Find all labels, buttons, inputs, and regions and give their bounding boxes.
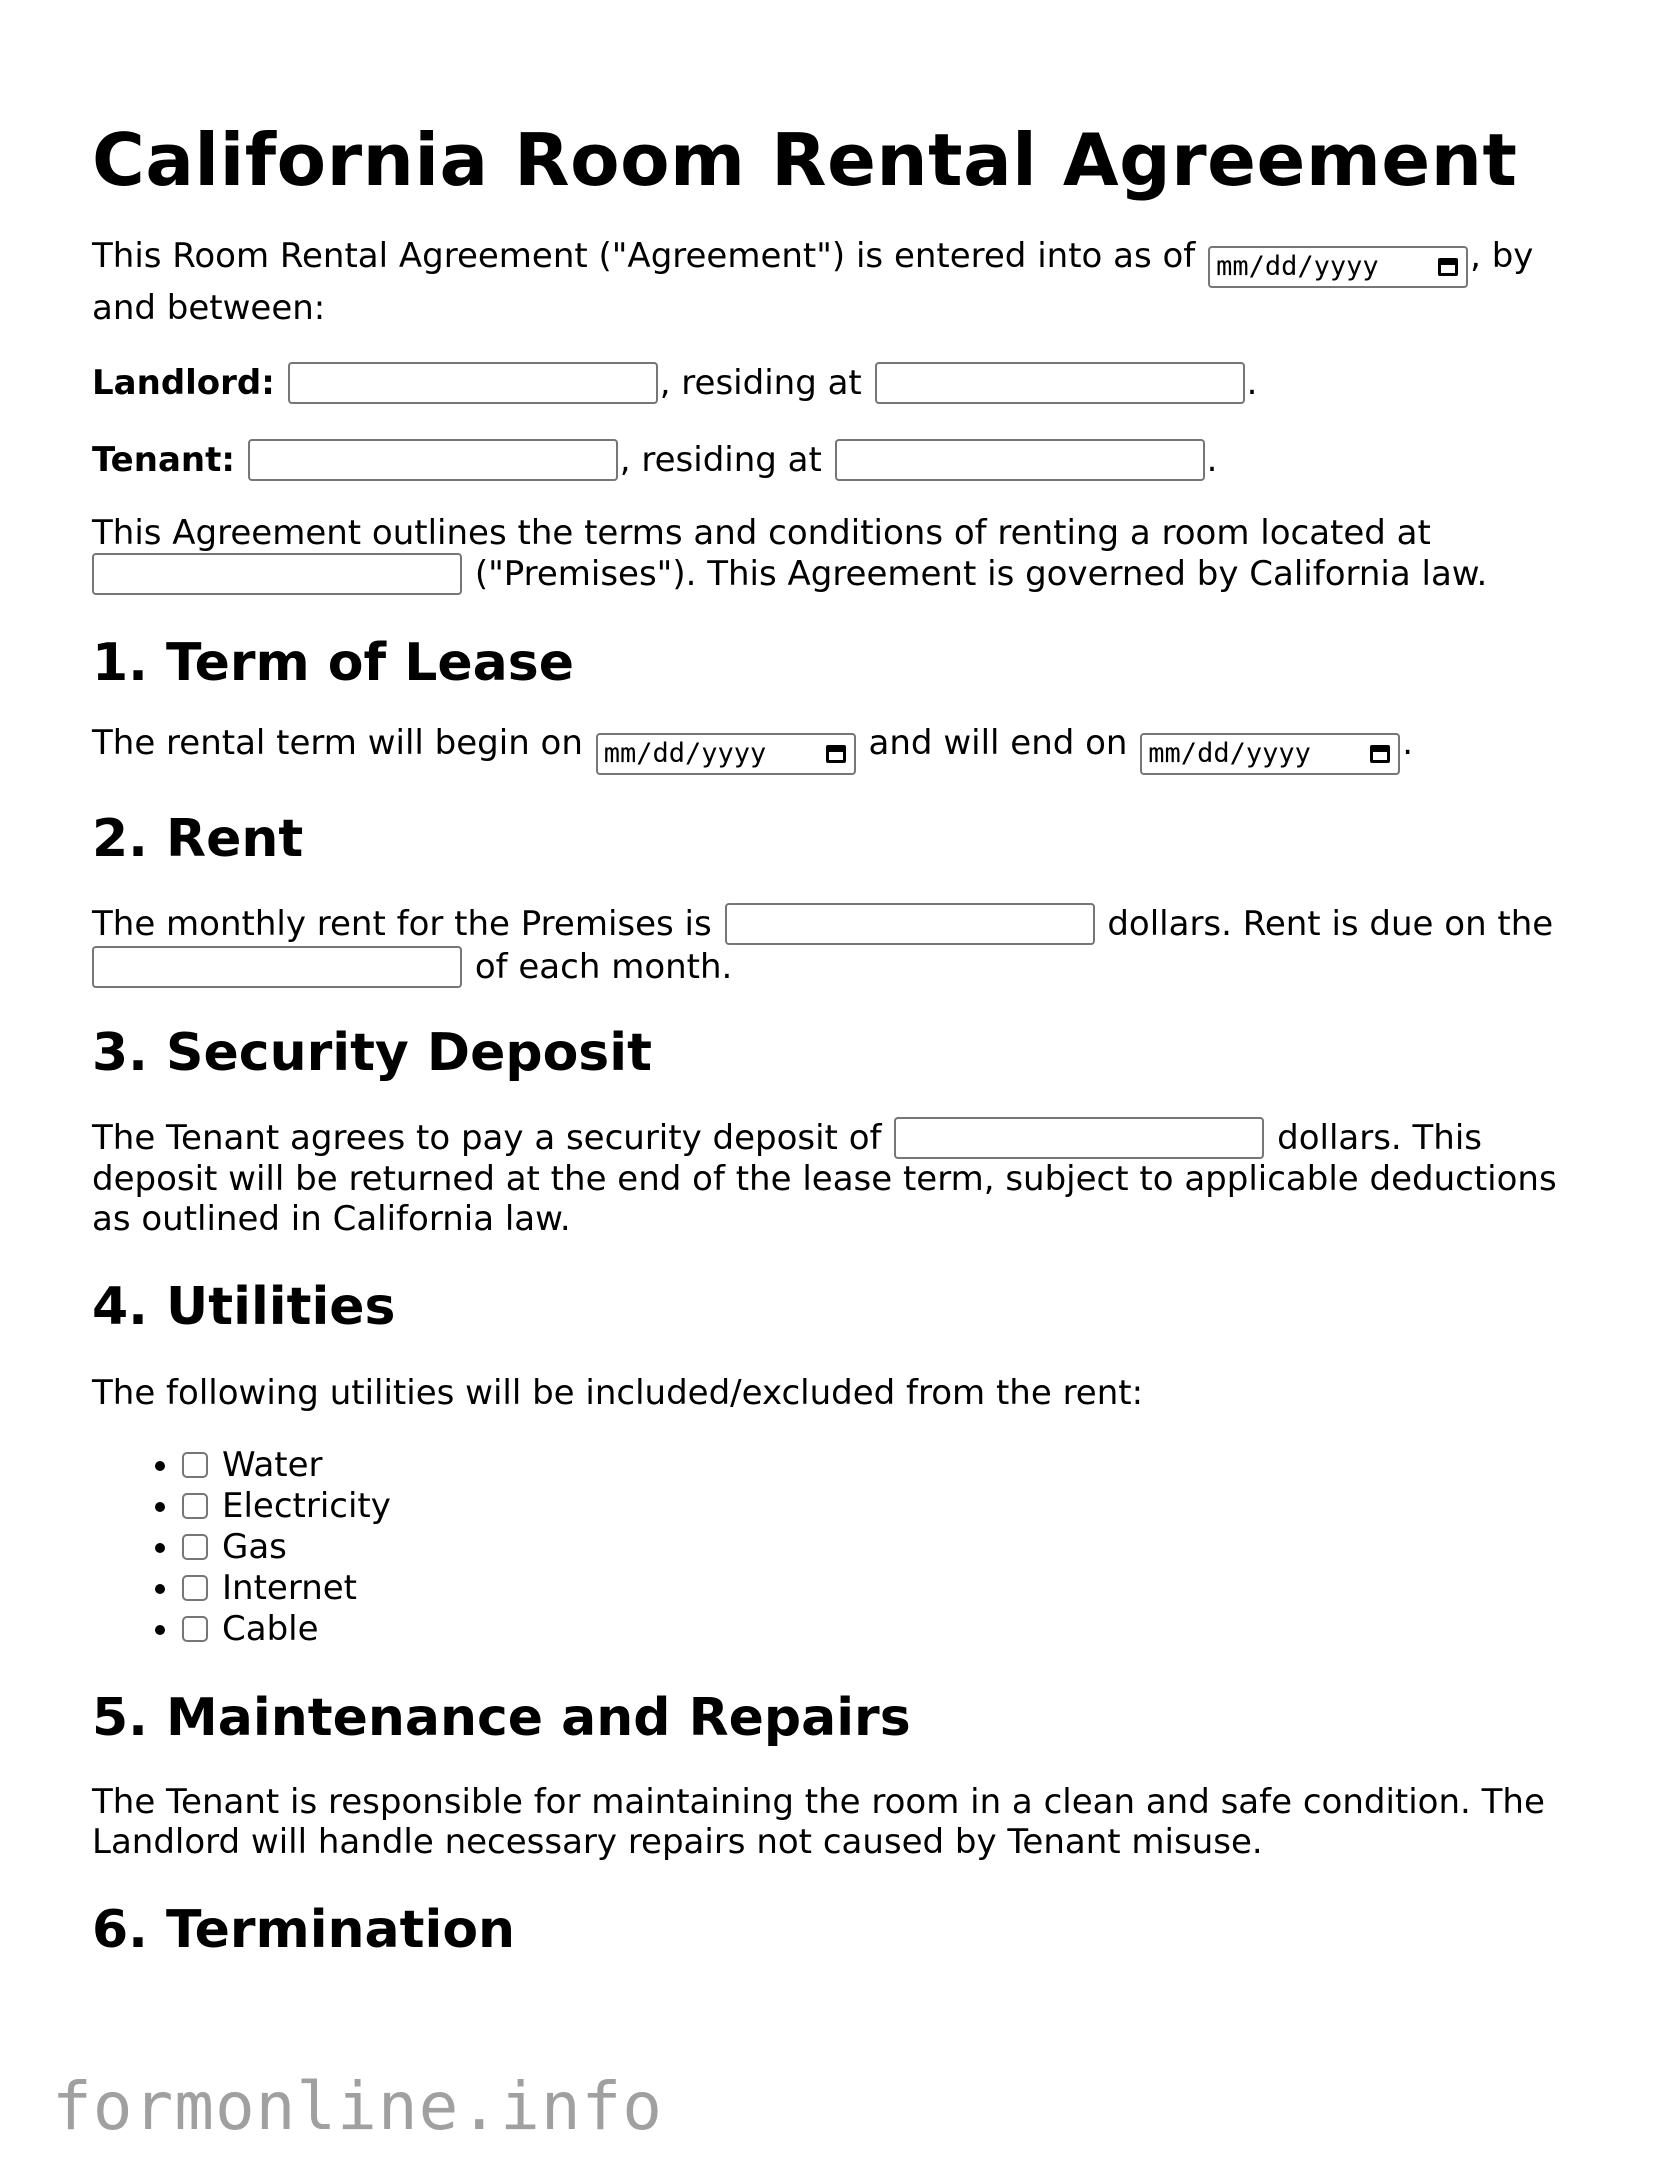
tenant-address-input[interactable] [835, 439, 1205, 481]
watermark: formonline.info [52, 2068, 664, 2145]
gas-checkbox[interactable] [182, 1534, 208, 1560]
landlord-label: Landlord: [92, 363, 275, 403]
maintenance-paragraph: The Tenant is responsible for maintaining the room in a clean and safe condition. The Landlord will handle necessary repairs not caused by Tenant misuse. [92, 1782, 1545, 1862]
term-text: The rental term will begin on [92, 723, 583, 763]
utility-label: Internet [222, 1568, 358, 1608]
landlord-line-end: . [1246, 363, 1258, 403]
electricity-checkbox[interactable] [182, 1493, 208, 1519]
term-end-placeholder: mm/dd/yyyy [1148, 738, 1311, 769]
rental-agreement-form [92, 0, 1592, 1960]
premises-paragraph [92, 513, 1592, 595]
agreement-date-placeholder: mm/dd/yyyy [1216, 251, 1379, 282]
monthly-rent-input[interactable] [725, 903, 1095, 945]
utility-label: Electricity [222, 1486, 391, 1526]
list-item [182, 1568, 1592, 1609]
tenant-name-input[interactable] [248, 439, 618, 481]
page-title: California Room Rental Agreement [92, 118, 1518, 202]
tenant-label: Tenant: [92, 440, 235, 480]
water-checkbox[interactable] [182, 1452, 208, 1478]
rent-text-middle: dollars. Rent is due on the [1107, 904, 1554, 944]
rent-due-day-input[interactable] [92, 946, 462, 988]
internet-checkbox[interactable] [182, 1575, 208, 1601]
section-heading-termination: 6. Termination [92, 1900, 516, 1960]
cable-checkbox[interactable] [182, 1616, 208, 1642]
calendar-icon[interactable] [1370, 745, 1390, 763]
deposit-paragraph [92, 1117, 1592, 1239]
section-heading-utilities: 4. Utilities [92, 1277, 396, 1337]
landlord-name-input[interactable] [288, 362, 658, 404]
term-start-placeholder: mm/dd/yyyy [603, 738, 767, 769]
term-paragraph [92, 723, 1592, 775]
list-item [182, 1527, 1592, 1568]
term-end-date-input[interactable] [1140, 733, 1400, 775]
calendar-icon[interactable] [826, 745, 846, 763]
utility-label: Cable [222, 1609, 319, 1649]
section-heading-maintenance: 5. Maintenance and Repairs [92, 1688, 911, 1748]
list-item [182, 1486, 1592, 1527]
section-heading-deposit: 3. Security Deposit [92, 1023, 652, 1083]
term-text-middle: and will end on [868, 723, 1128, 763]
section-heading-rent: 2. Rent [92, 809, 304, 869]
rent-text: The monthly rent for the Premises is [92, 904, 712, 944]
utilities-list [92, 1445, 1592, 1650]
intro-text: This Room Rental Agreement ("Agreement") is entered into as of [92, 236, 1196, 276]
intro-paragraph [92, 236, 1592, 328]
landlord-address-input[interactable] [875, 362, 1245, 404]
agreement-date-input[interactable] [1208, 246, 1468, 288]
list-item [182, 1609, 1592, 1650]
premises-text: This Agreement outlines the terms and conditions of renting a room located at [92, 513, 1431, 553]
section-heading-term: 1. Term of Lease [92, 633, 574, 693]
landlord-line [92, 362, 1592, 404]
landlord-residing-text: , residing at [659, 363, 862, 403]
premises-text-after: ("Premises"). This Agreement is governed by California law. [474, 554, 1488, 594]
premises-address-input[interactable] [92, 553, 462, 595]
utility-label: Gas [222, 1527, 287, 1567]
utility-label: Water [222, 1445, 323, 1485]
tenant-line-end: . [1206, 440, 1218, 480]
security-deposit-input[interactable] [894, 1117, 1264, 1159]
tenant-line [92, 439, 1592, 481]
intro-text-after: , by and between: [92, 236, 1534, 328]
list-item [182, 1445, 1592, 1486]
rent-paragraph [92, 903, 1592, 989]
calendar-icon[interactable] [1438, 258, 1458, 276]
deposit-text: The Tenant agrees to pay a security deposit of [92, 1118, 882, 1158]
tenant-residing-text: , residing at [619, 440, 822, 480]
term-start-date-input[interactable] [596, 733, 856, 775]
deposit-text-after: dollars. This deposit will be returned at the end of the lease term, subject to applicable deductions as outlined in California law. [92, 1118, 1557, 1239]
term-end: . [1402, 723, 1414, 763]
rent-text-after: of each month. [474, 947, 733, 987]
utilities-intro: The following utilities will be included/excluded from the rent: [92, 1373, 1144, 1413]
